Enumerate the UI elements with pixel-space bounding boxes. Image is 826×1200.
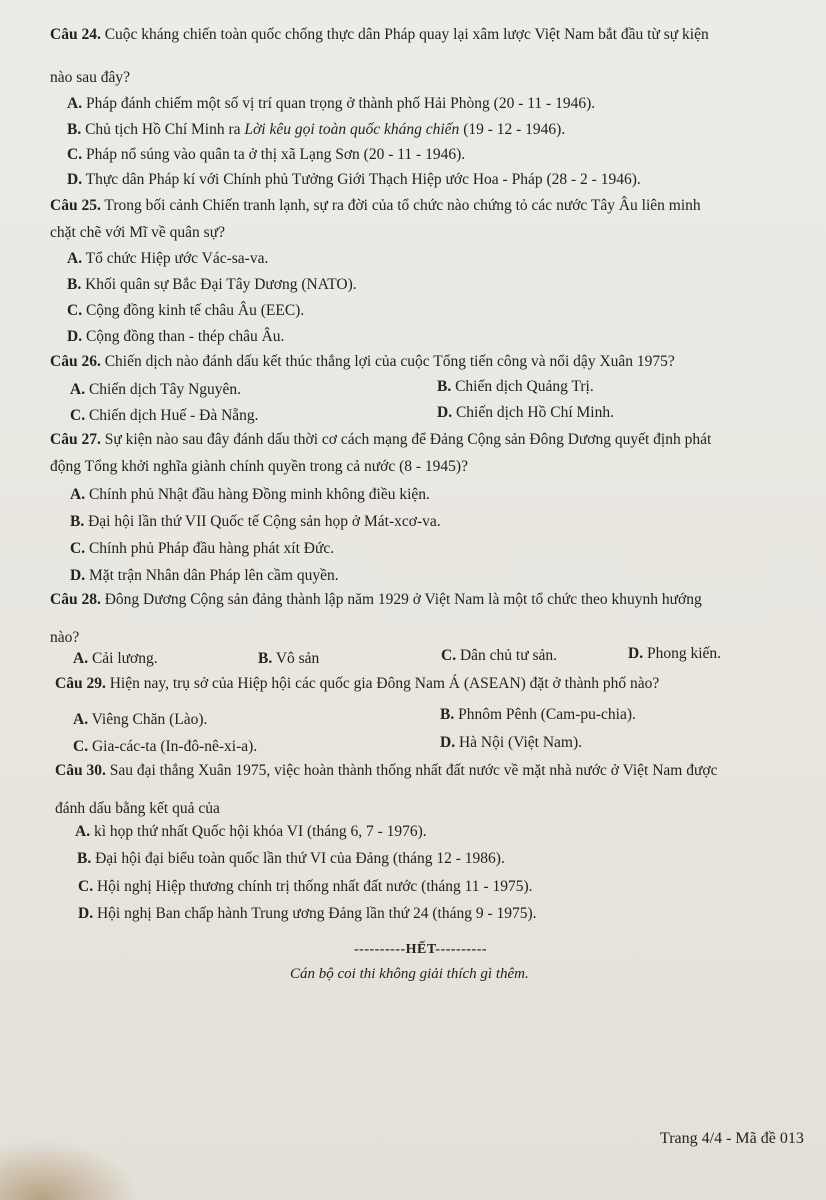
option-d: D. Hà Nội (Việt Nam). [440, 734, 582, 751]
question-stem: Câu 26. Chiến dịch nào đánh dấu kết thúc thắng lợi của cuộc Tổng tiến công và nổi dậy Xuân 1975? [50, 353, 675, 370]
question-stem: Câu 25. Trong bối cảnh Chiến tranh lạnh, sự ra đời của tổ chức nào chứng tỏ các nước Tây Âu liên minh [50, 197, 701, 214]
option-b: B. Vô sản [258, 650, 320, 667]
option-a: A. Pháp đánh chiếm một số vị trí quan trọng ở thành phố Hải Phòng (20 - 11 - 1946). [67, 95, 596, 112]
question-number: Câu 24. [50, 26, 101, 43]
option-b: B. Đại hội đại biểu toàn quốc lần thứ VI của Đảng (tháng 12 - 1986). [77, 850, 505, 867]
question-number: Câu 25. [50, 197, 101, 214]
option-b: B. Khối quân sự Bắc Đại Tây Dương (NATO). [67, 276, 357, 293]
question-number: Câu 28. [50, 591, 101, 608]
end-mark: ----------HẾT---------- [354, 942, 488, 957]
question-stem: Câu 29. Hiện nay, trụ sở của Hiệp hội các quốc gia Đông Nam Á (ASEAN) đặt ở thành phố nào? [55, 675, 660, 692]
option-b: B. Chiến dịch Quảng Trị. [437, 378, 594, 395]
question-stem-cont: chặt chẽ với Mĩ về quân sự? [50, 224, 225, 241]
option-b: B. Phnôm Pênh (Cam-pu-chia). [440, 706, 636, 723]
question-number: Câu 26. [50, 353, 101, 370]
question-stem-cont: nào? [50, 629, 80, 646]
option-b: B. Đại hội lần thứ VII Quốc tế Cộng sản họp ở Mát-xcơ-va. [70, 513, 441, 530]
question-number: Câu 27. [50, 431, 101, 448]
corner-shadow [0, 1140, 140, 1200]
option-a: A. Chính phủ Nhật đầu hàng Đồng minh không điều kiện. [70, 486, 430, 503]
question-number: Câu 30. [55, 762, 106, 779]
question-stem-cont: đánh dấu bằng kết quả của [55, 800, 220, 817]
page-footer: Trang 4/4 - Mã đề 013 [660, 1130, 804, 1147]
option-d: D. Hội nghị Ban chấp hành Trung ương Đảng lần thứ 24 (tháng 9 - 1975). [78, 905, 537, 922]
option-a: A. kì họp thứ nhất Quốc hội khóa VI (tháng 6, 7 - 1976). [75, 823, 427, 840]
option-d: D. Phong kiến. [628, 645, 722, 662]
option-d: D. Chiến dịch Hồ Chí Minh. [437, 404, 614, 421]
question-stem-cont: động Tổng khởi nghĩa giành chính quyền trong cả nước (8 - 1945)? [50, 458, 468, 475]
option-d: D. Mặt trận Nhân dân Pháp lên cầm quyền. [70, 567, 339, 584]
option-a: A. Viêng Chăn (Lào). [73, 711, 208, 728]
question-number: Câu 29. [55, 675, 106, 692]
question-stem: Câu 27. Sự kiện nào sau đây đánh dấu thời cơ cách mạng để Đảng Cộng sản Đông Dương quyết định phát [50, 431, 712, 448]
option-d: D. Thực dân Pháp kí với Chính phủ Tưởng Giới Thạch Hiệp ước Hoa - Pháp (28 - 2 - 1946). [67, 171, 641, 188]
question-stem: Câu 28. Đông Dương Cộng sản đảng thành lập năm 1929 ở Việt Nam là một tổ chức theo khuynh hướng [50, 591, 702, 608]
option-d: D. Cộng đồng than - thép châu Âu. [67, 328, 285, 345]
question-stem-cont: nào sau đây? [50, 69, 131, 86]
option-c: C. Chính phủ Pháp đầu hàng phát xít Đức. [70, 540, 335, 557]
option-a: A. Tổ chức Hiệp ước Vác-sa-va. [67, 250, 269, 267]
option-c: C. Dân chủ tư sản. [441, 647, 558, 664]
option-c: C. Hội nghị Hiệp thương chính trị thống nhất đất nước (tháng 11 - 1975). [78, 878, 533, 895]
option-c: C. Pháp nổ súng vào quân ta ở thị xã Lạng Sơn (20 - 11 - 1946). [67, 146, 466, 163]
question-stem: Câu 24. Cuộc kháng chiến toàn quốc chống thực dân Pháp quay lại xâm lược Việt Nam bắt đầu từ sự kiện [50, 26, 709, 43]
proctor-note: Cán bộ coi thi không giải thích gì thêm. [290, 966, 529, 982]
option-c: C. Gia-các-ta (In-đô-nê-xi-a). [73, 738, 258, 755]
option-b: B. Chủ tịch Hồ Chí Minh ra Lời kêu gọi toàn quốc kháng chiến (19 - 12 - 1946). [67, 121, 566, 138]
option-a: A. Cải lương. [73, 650, 158, 667]
option-c: C. Cộng đồng kinh tế châu Âu (EEC). [67, 302, 305, 319]
question-stem: Câu 30. Sau đại thắng Xuân 1975, việc hoàn thành thống nhất đất nước về mặt nhà nước ở Việt Nam được [55, 762, 718, 779]
option-c: C. Chiến dịch Huế - Đà Nẵng. [70, 407, 259, 424]
option-a: A. Chiến dịch Tây Nguyên. [70, 381, 242, 398]
